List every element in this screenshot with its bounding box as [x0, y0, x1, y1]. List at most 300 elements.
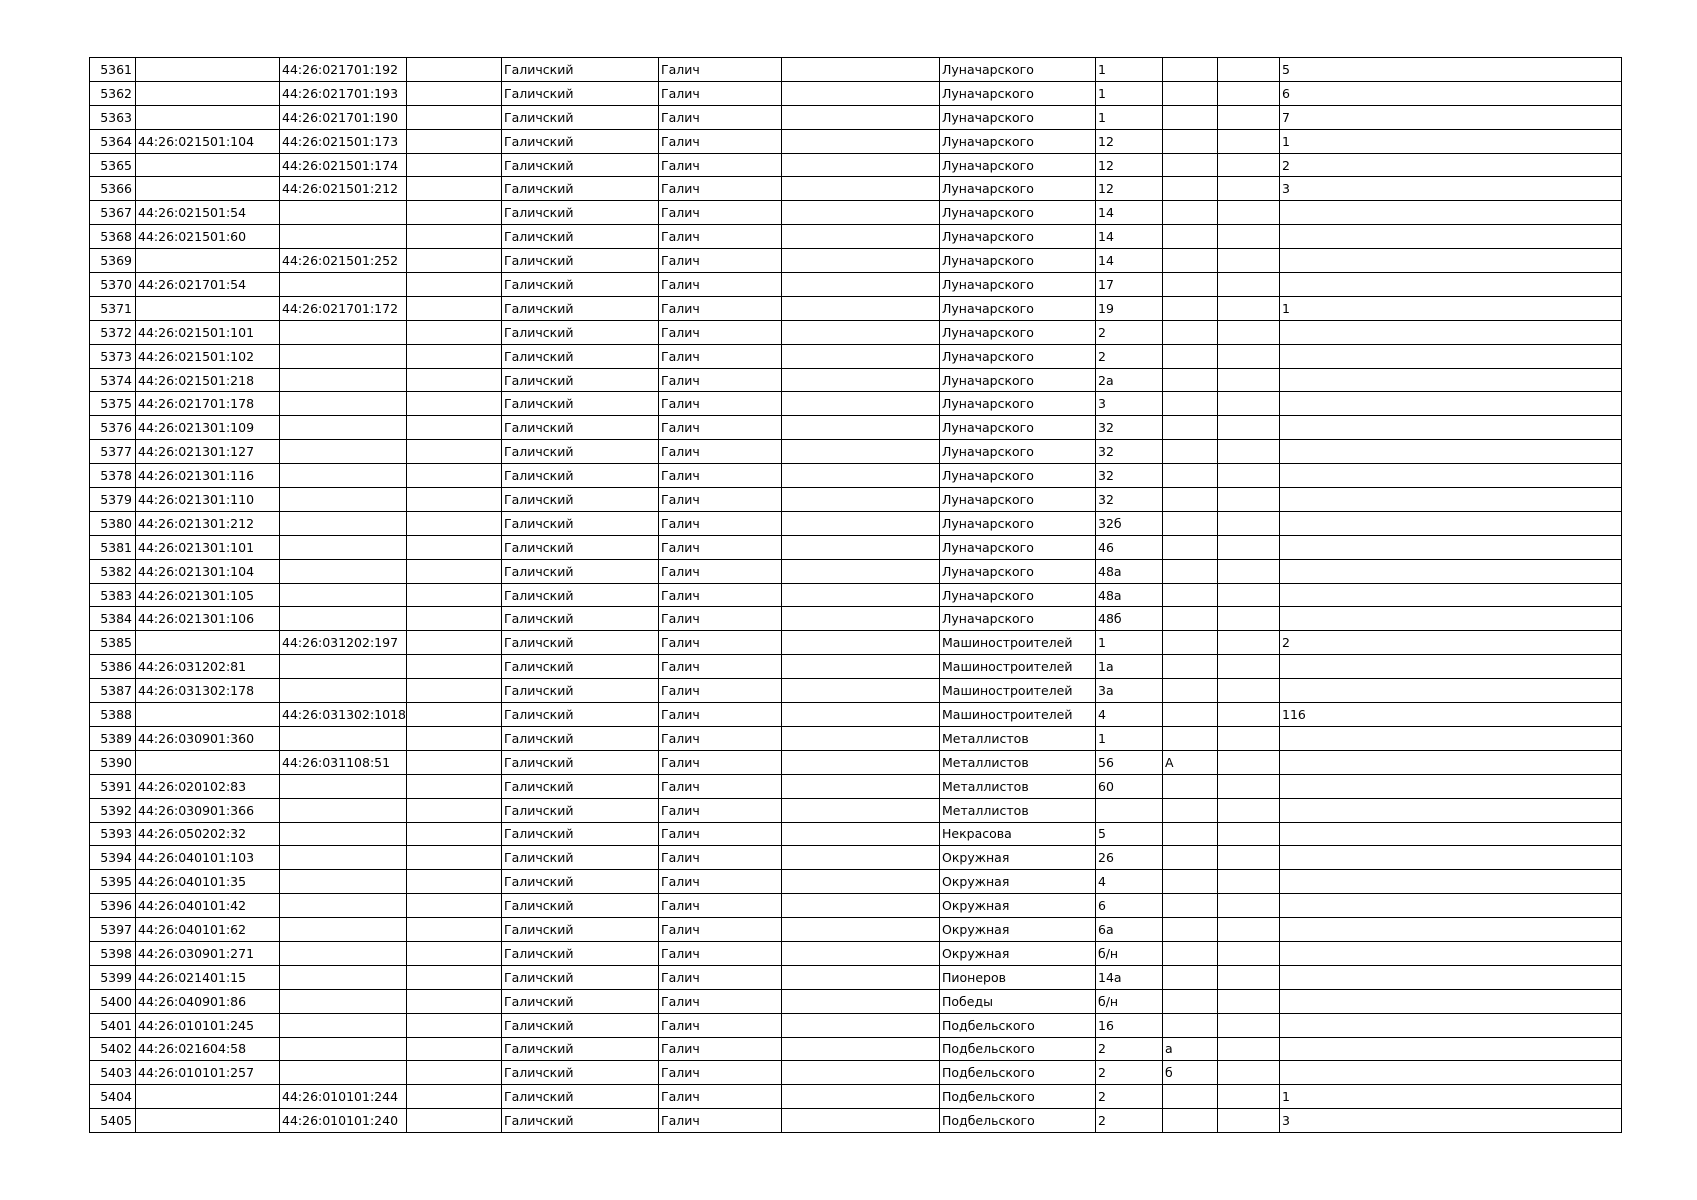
row-number-cell: 5371 — [90, 296, 136, 320]
street-cell: Луначарского — [940, 583, 1096, 607]
blank-cell — [407, 583, 502, 607]
house-number-cell: 4 — [1096, 703, 1163, 727]
cadastral-object-cell — [280, 392, 407, 416]
blank-cell — [407, 201, 502, 225]
building-cell — [1218, 392, 1280, 416]
blank-cell — [407, 392, 502, 416]
blank-cell — [407, 129, 502, 153]
cadastral-object-cell — [280, 273, 407, 297]
apartment-cell — [1280, 535, 1622, 559]
district-cell: Галичский — [502, 296, 659, 320]
letter-cell — [1163, 249, 1218, 273]
district-cell: Галичский — [502, 153, 659, 177]
blank-cell — [407, 440, 502, 464]
house-number-cell — [1096, 798, 1163, 822]
cadastral-parcel-cell: 44:26:021301:104 — [136, 559, 280, 583]
house-number-cell: 1 — [1096, 81, 1163, 105]
street-cell: Луначарского — [940, 153, 1096, 177]
cadastral-object-cell — [280, 894, 407, 918]
city-cell: Галич — [659, 344, 782, 368]
street-cell: Луначарского — [940, 535, 1096, 559]
street-cell: Луначарского — [940, 81, 1096, 105]
cadastral-parcel-cell — [136, 750, 280, 774]
district-cell: Галичский — [502, 894, 659, 918]
letter-cell — [1163, 296, 1218, 320]
cadastral-object-cell: 44:26:021501:252 — [280, 249, 407, 273]
blank-cell — [407, 81, 502, 105]
cadastral-parcel-cell — [136, 296, 280, 320]
row-number-cell: 5363 — [90, 105, 136, 129]
settlement-cell — [782, 607, 940, 631]
apartment-cell — [1280, 416, 1622, 440]
settlement-cell — [782, 1037, 940, 1061]
building-cell — [1218, 177, 1280, 201]
building-cell — [1218, 105, 1280, 129]
apartment-cell: 7 — [1280, 105, 1622, 129]
street-cell: Луначарского — [940, 416, 1096, 440]
district-cell: Галичский — [502, 559, 659, 583]
house-number-cell: 1 — [1096, 105, 1163, 129]
table-row — [90, 846, 1622, 870]
row-number-cell: 5387 — [90, 679, 136, 703]
cadastral-parcel-cell — [136, 81, 280, 105]
district-cell: Галичский — [502, 511, 659, 535]
house-number-cell: 5 — [1096, 822, 1163, 846]
cadastral-parcel-cell: 44:26:021301:105 — [136, 583, 280, 607]
street-cell: Подбельского — [940, 1085, 1096, 1109]
city-cell: Галич — [659, 440, 782, 464]
district-cell: Галичский — [502, 774, 659, 798]
city-cell: Галич — [659, 750, 782, 774]
cadastral-parcel-cell — [136, 177, 280, 201]
street-cell: Окружная — [940, 846, 1096, 870]
street-cell: Луначарского — [940, 464, 1096, 488]
house-number-cell: 14 — [1096, 249, 1163, 273]
settlement-cell — [782, 535, 940, 559]
cadastral-parcel-cell: 44:26:030901:366 — [136, 798, 280, 822]
blank-cell — [407, 870, 502, 894]
apartment-cell — [1280, 1013, 1622, 1037]
house-number-cell: 32 — [1096, 416, 1163, 440]
apartment-cell — [1280, 918, 1622, 942]
city-cell: Галич — [659, 1037, 782, 1061]
building-cell — [1218, 416, 1280, 440]
apartment-cell: 1 — [1280, 129, 1622, 153]
row-number-cell: 5403 — [90, 1061, 136, 1085]
row-number-cell: 5381 — [90, 535, 136, 559]
cadastral-object-cell — [280, 726, 407, 750]
apartment-cell — [1280, 655, 1622, 679]
blank-cell — [407, 296, 502, 320]
district-cell: Галичский — [502, 368, 659, 392]
row-number-cell: 5369 — [90, 249, 136, 273]
cadastral-object-cell — [280, 201, 407, 225]
apartment-cell — [1280, 750, 1622, 774]
settlement-cell — [782, 750, 940, 774]
house-number-cell: 2 — [1096, 344, 1163, 368]
cadastral-object-cell — [280, 320, 407, 344]
settlement-cell — [782, 989, 940, 1013]
row-number-cell: 5362 — [90, 81, 136, 105]
apartment-cell — [1280, 511, 1622, 535]
cadastral-object-cell: 44:26:010101:244 — [280, 1085, 407, 1109]
apartment-cell — [1280, 440, 1622, 464]
blank-cell — [407, 464, 502, 488]
letter-cell — [1163, 320, 1218, 344]
street-cell: Подбельского — [940, 1061, 1096, 1085]
house-number-cell: 3 — [1096, 392, 1163, 416]
city-cell: Галич — [659, 941, 782, 965]
blank-cell — [407, 153, 502, 177]
row-number-cell: 5390 — [90, 750, 136, 774]
row-number-cell: 5400 — [90, 989, 136, 1013]
blank-cell — [407, 941, 502, 965]
street-cell: Окружная — [940, 918, 1096, 942]
row-number-cell: 5370 — [90, 273, 136, 297]
street-cell: Металлистов — [940, 774, 1096, 798]
city-cell: Галич — [659, 631, 782, 655]
blank-cell — [407, 679, 502, 703]
row-number-cell: 5401 — [90, 1013, 136, 1037]
building-cell — [1218, 488, 1280, 512]
cadastral-object-cell — [280, 846, 407, 870]
city-cell: Галич — [659, 129, 782, 153]
letter-cell — [1163, 105, 1218, 129]
building-cell — [1218, 273, 1280, 297]
table-row — [90, 870, 1622, 894]
building-cell — [1218, 81, 1280, 105]
letter-cell — [1163, 559, 1218, 583]
building-cell — [1218, 129, 1280, 153]
apartment-cell — [1280, 679, 1622, 703]
letter-cell — [1163, 58, 1218, 82]
district-cell: Галичский — [502, 631, 659, 655]
row-number-cell: 5368 — [90, 225, 136, 249]
street-cell: Луначарского — [940, 392, 1096, 416]
building-cell — [1218, 58, 1280, 82]
apartment-cell: 2 — [1280, 631, 1622, 655]
district-cell: Галичский — [502, 392, 659, 416]
street-cell: Окружная — [940, 941, 1096, 965]
cadastral-object-cell: 44:26:021701:192 — [280, 58, 407, 82]
house-number-cell: 3а — [1096, 679, 1163, 703]
cadastral-object-cell — [280, 440, 407, 464]
apartment-cell: 1 — [1280, 296, 1622, 320]
cadastral-parcel-cell: 44:26:030901:360 — [136, 726, 280, 750]
apartment-cell — [1280, 273, 1622, 297]
district-cell: Галичский — [502, 535, 659, 559]
apartment-cell: 5 — [1280, 58, 1622, 82]
building-cell — [1218, 368, 1280, 392]
street-cell: Луначарского — [940, 273, 1096, 297]
row-number-cell: 5364 — [90, 129, 136, 153]
city-cell: Галич — [659, 1061, 782, 1085]
cadastral-parcel-cell — [136, 631, 280, 655]
table-row — [90, 464, 1622, 488]
row-number-cell: 5391 — [90, 774, 136, 798]
apartment-cell — [1280, 583, 1622, 607]
apartment-cell — [1280, 726, 1622, 750]
district-cell: Галичский — [502, 1037, 659, 1061]
blank-cell — [407, 535, 502, 559]
settlement-cell — [782, 965, 940, 989]
apartment-cell — [1280, 965, 1622, 989]
table-row — [90, 368, 1622, 392]
building-cell — [1218, 153, 1280, 177]
settlement-cell — [782, 511, 940, 535]
settlement-cell — [782, 368, 940, 392]
street-cell: Луначарского — [940, 607, 1096, 631]
table-row — [90, 296, 1622, 320]
row-number-cell: 5383 — [90, 583, 136, 607]
settlement-cell — [782, 679, 940, 703]
cadastral-parcel-cell: 44:26:021301:101 — [136, 535, 280, 559]
building-cell — [1218, 870, 1280, 894]
district-cell: Галичский — [502, 464, 659, 488]
building-cell — [1218, 679, 1280, 703]
apartment-cell: 1 — [1280, 1085, 1622, 1109]
table-row — [90, 989, 1622, 1013]
house-number-cell: 19 — [1096, 296, 1163, 320]
letter-cell — [1163, 81, 1218, 105]
house-number-cell: 60 — [1096, 774, 1163, 798]
house-number-cell: б/н — [1096, 989, 1163, 1013]
building-cell — [1218, 607, 1280, 631]
apartment-cell — [1280, 559, 1622, 583]
blank-cell — [407, 58, 502, 82]
settlement-cell — [782, 846, 940, 870]
district-cell: Галичский — [502, 1061, 659, 1085]
street-cell: Луначарского — [940, 511, 1096, 535]
letter-cell — [1163, 488, 1218, 512]
table-row — [90, 655, 1622, 679]
cadastral-parcel-cell: 44:26:031302:178 — [136, 679, 280, 703]
house-number-cell: 48б — [1096, 607, 1163, 631]
letter-cell — [1163, 1013, 1218, 1037]
blank-cell — [407, 320, 502, 344]
letter-cell — [1163, 846, 1218, 870]
table-row — [90, 273, 1622, 297]
table-row — [90, 1037, 1622, 1061]
settlement-cell — [782, 392, 940, 416]
letter-cell — [1163, 798, 1218, 822]
cadastral-object-cell — [280, 870, 407, 894]
letter-cell — [1163, 631, 1218, 655]
row-number-cell: 5396 — [90, 894, 136, 918]
district-cell: Галичский — [502, 607, 659, 631]
settlement-cell — [782, 1085, 940, 1109]
row-number-cell: 5392 — [90, 798, 136, 822]
letter-cell — [1163, 153, 1218, 177]
row-number-cell: 5365 — [90, 153, 136, 177]
table-row — [90, 798, 1622, 822]
cadastral-parcel-cell: 44:26:010101:257 — [136, 1061, 280, 1085]
letter-cell — [1163, 941, 1218, 965]
row-number-cell: 5376 — [90, 416, 136, 440]
street-cell: Некрасова — [940, 822, 1096, 846]
house-number-cell: 32б — [1096, 511, 1163, 535]
table-row — [90, 822, 1622, 846]
apartment-cell — [1280, 392, 1622, 416]
city-cell: Галич — [659, 464, 782, 488]
city-cell: Галич — [659, 201, 782, 225]
blank-cell — [407, 225, 502, 249]
row-number-cell: 5386 — [90, 655, 136, 679]
letter-cell — [1163, 177, 1218, 201]
house-number-cell: 32 — [1096, 440, 1163, 464]
city-cell: Галич — [659, 583, 782, 607]
blank-cell — [407, 750, 502, 774]
settlement-cell — [782, 941, 940, 965]
table-row — [90, 488, 1622, 512]
city-cell: Галич — [659, 105, 782, 129]
row-number-cell: 5398 — [90, 941, 136, 965]
cadastral-parcel-cell: 44:26:021604:58 — [136, 1037, 280, 1061]
blank-cell — [407, 177, 502, 201]
cadastral-parcel-cell: 44:26:040901:86 — [136, 989, 280, 1013]
building-cell — [1218, 846, 1280, 870]
cadastral-object-cell — [280, 965, 407, 989]
cadastral-object-cell — [280, 1013, 407, 1037]
city-cell: Галич — [659, 416, 782, 440]
cadastral-object-cell: 44:26:021701:193 — [280, 81, 407, 105]
blank-cell — [407, 894, 502, 918]
blank-cell — [407, 607, 502, 631]
blank-cell — [407, 511, 502, 535]
city-cell: Галич — [659, 177, 782, 201]
district-cell: Галичский — [502, 58, 659, 82]
settlement-cell — [782, 225, 940, 249]
row-number-cell: 5384 — [90, 607, 136, 631]
city-cell: Галич — [659, 368, 782, 392]
apartment-cell — [1280, 846, 1622, 870]
row-number-cell: 5374 — [90, 368, 136, 392]
street-cell: Луначарского — [940, 225, 1096, 249]
district-cell: Галичский — [502, 822, 659, 846]
letter-cell — [1163, 607, 1218, 631]
settlement-cell — [782, 822, 940, 846]
building-cell — [1218, 965, 1280, 989]
table-row — [90, 774, 1622, 798]
letter-cell — [1163, 870, 1218, 894]
house-number-cell: 2 — [1096, 1061, 1163, 1085]
house-number-cell: 2 — [1096, 320, 1163, 344]
district-cell: Галичский — [502, 1085, 659, 1109]
apartment-cell — [1280, 1061, 1622, 1085]
house-number-cell: 2а — [1096, 368, 1163, 392]
table-row — [90, 129, 1622, 153]
row-number-cell: 5372 — [90, 320, 136, 344]
street-cell: Подбельского — [940, 1037, 1096, 1061]
settlement-cell — [782, 583, 940, 607]
street-cell: Луначарского — [940, 559, 1096, 583]
house-number-cell: 14а — [1096, 965, 1163, 989]
settlement-cell — [782, 296, 940, 320]
cadastral-object-cell — [280, 941, 407, 965]
building-cell — [1218, 989, 1280, 1013]
house-number-cell: 26 — [1096, 846, 1163, 870]
house-number-cell: 6 — [1096, 894, 1163, 918]
letter-cell — [1163, 1109, 1218, 1133]
letter-cell — [1163, 774, 1218, 798]
city-cell: Галич — [659, 320, 782, 344]
district-cell: Галичский — [502, 129, 659, 153]
table-row — [90, 559, 1622, 583]
house-number-cell: 1а — [1096, 655, 1163, 679]
letter-cell — [1163, 344, 1218, 368]
cadastral-object-cell: 44:26:010101:240 — [280, 1109, 407, 1133]
street-cell: Луначарского — [940, 105, 1096, 129]
letter-cell — [1163, 965, 1218, 989]
register-table — [89, 57, 1622, 1133]
table-row — [90, 320, 1622, 344]
cadastral-object-cell — [280, 511, 407, 535]
city-cell: Галич — [659, 249, 782, 273]
cadastral-object-cell: 44:26:021501:173 — [280, 129, 407, 153]
cadastral-object-cell — [280, 583, 407, 607]
row-number-cell: 5402 — [90, 1037, 136, 1061]
cadastral-parcel-cell: 44:26:021301:127 — [136, 440, 280, 464]
table-row — [90, 750, 1622, 774]
house-number-cell: 56 — [1096, 750, 1163, 774]
city-cell: Галич — [659, 392, 782, 416]
settlement-cell — [782, 870, 940, 894]
building-cell — [1218, 440, 1280, 464]
cadastral-parcel-cell: 44:26:021501:101 — [136, 320, 280, 344]
cadastral-object-cell — [280, 535, 407, 559]
row-number-cell: 5393 — [90, 822, 136, 846]
cadastral-object-cell — [280, 416, 407, 440]
city-cell: Галич — [659, 798, 782, 822]
cadastral-parcel-cell: 44:26:021301:110 — [136, 488, 280, 512]
table-row — [90, 918, 1622, 942]
table-row — [90, 177, 1622, 201]
cadastral-parcel-cell: 44:26:010101:245 — [136, 1013, 280, 1037]
row-number-cell: 5399 — [90, 965, 136, 989]
house-number-cell: 12 — [1096, 129, 1163, 153]
settlement-cell — [782, 918, 940, 942]
blank-cell — [407, 726, 502, 750]
street-cell: Металлистов — [940, 798, 1096, 822]
letter-cell — [1163, 1085, 1218, 1109]
house-number-cell: б/н — [1096, 941, 1163, 965]
blank-cell — [407, 1109, 502, 1133]
street-cell: Машиностроителей — [940, 679, 1096, 703]
letter-cell — [1163, 368, 1218, 392]
table-body — [90, 58, 1622, 1133]
settlement-cell — [782, 320, 940, 344]
row-number-cell: 5388 — [90, 703, 136, 727]
street-cell: Подбельского — [940, 1013, 1096, 1037]
cadastral-parcel-cell: 44:26:040101:35 — [136, 870, 280, 894]
table-row — [90, 153, 1622, 177]
row-number-cell: 5366 — [90, 177, 136, 201]
district-cell: Галичский — [502, 965, 659, 989]
table-row — [90, 1109, 1622, 1133]
letter-cell — [1163, 655, 1218, 679]
district-cell: Галичский — [502, 989, 659, 1013]
district-cell: Галичский — [502, 440, 659, 464]
blank-cell — [407, 1013, 502, 1037]
settlement-cell — [782, 105, 940, 129]
apartment-cell — [1280, 989, 1622, 1013]
settlement-cell — [782, 1061, 940, 1085]
blank-cell — [407, 1085, 502, 1109]
blank-cell — [407, 559, 502, 583]
cadastral-parcel-cell: 44:26:031202:81 — [136, 655, 280, 679]
cadastral-object-cell: 44:26:031108:51 — [280, 750, 407, 774]
table-row — [90, 941, 1622, 965]
